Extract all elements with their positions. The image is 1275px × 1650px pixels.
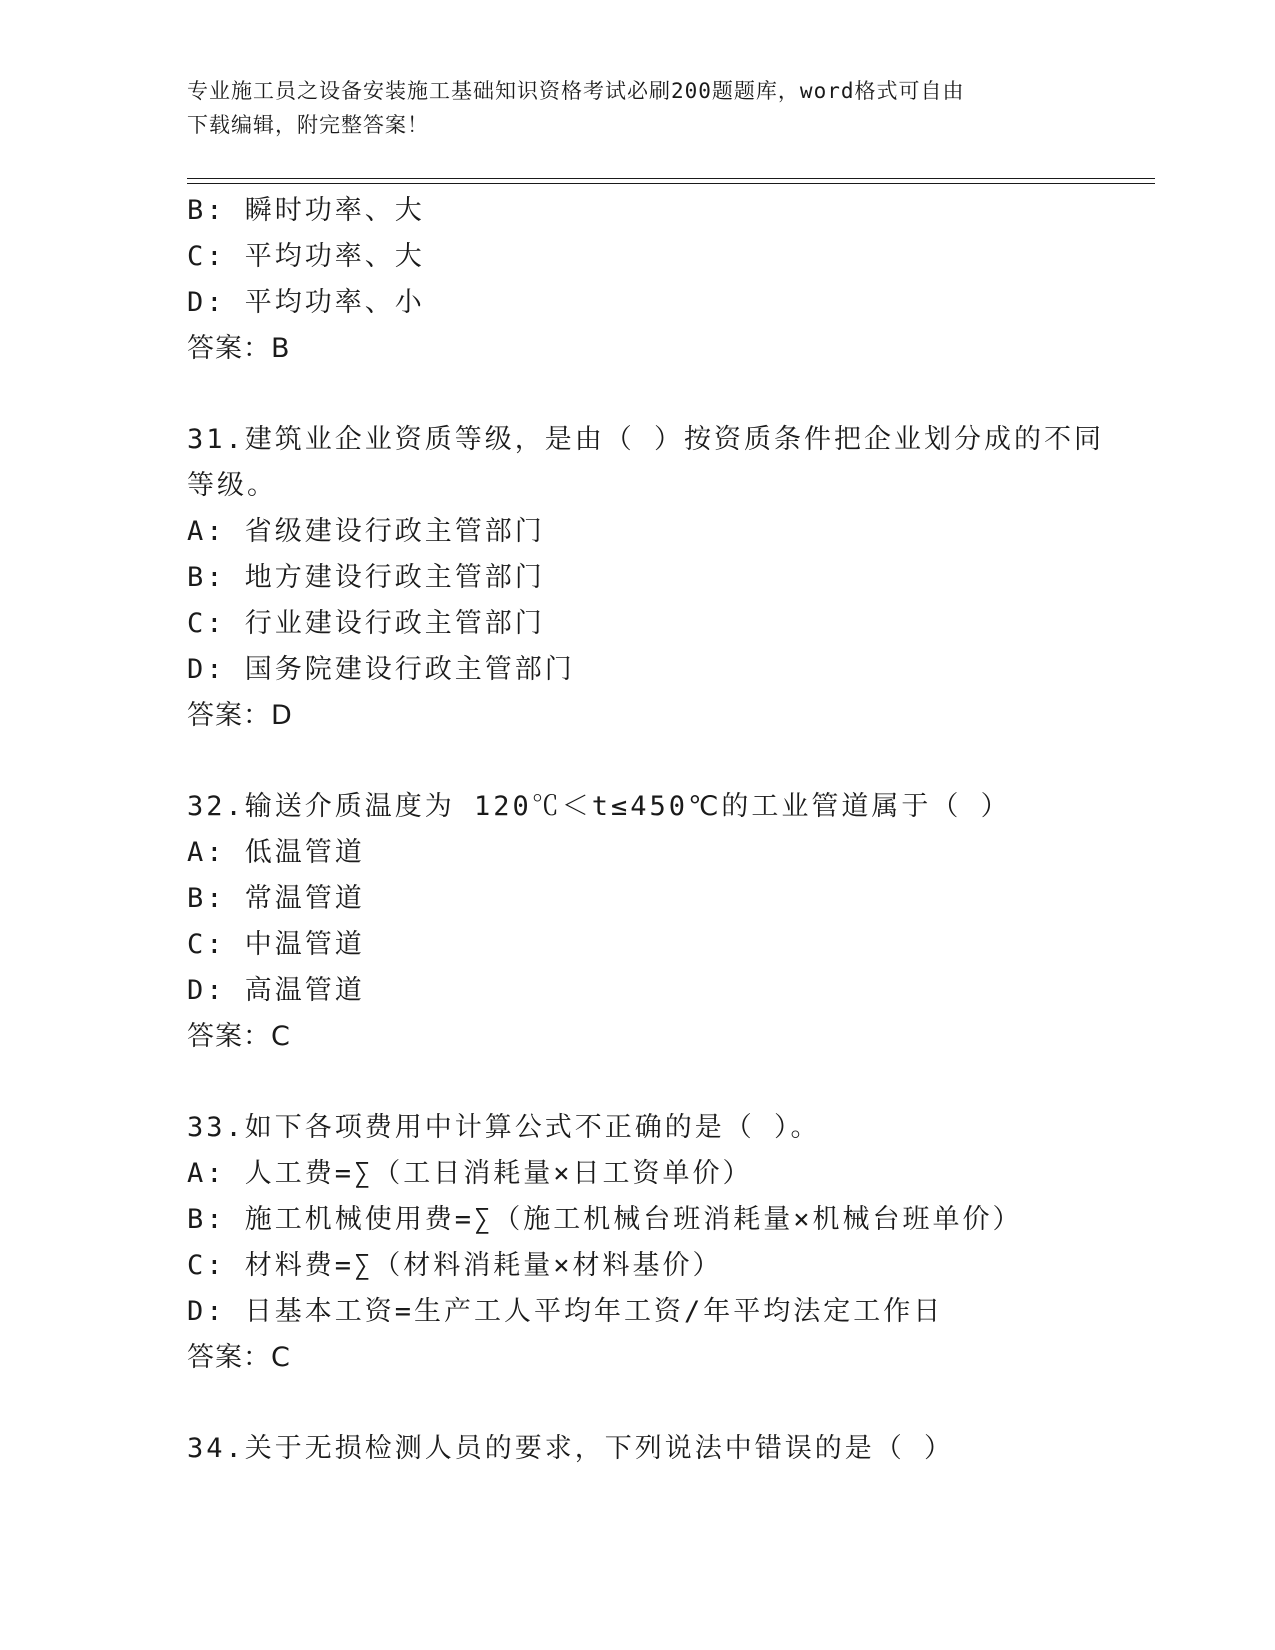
option-d: D: 高温管道 [187,975,365,1006]
answer-line: 答案：B [187,333,291,364]
option-a: A: 低温管道 [187,837,365,868]
answer-line: 答案：C [187,1342,291,1373]
document-header [187,74,1087,142]
question-stem: 33.如下各项费用中计算公式不正确的是（ ）。 [187,1112,821,1143]
question-stem: 32.输送介质温度为 120℃＜t≤450℃的工业管道属于（ ） [187,791,1011,822]
header-rule-top [187,178,1155,179]
option-a: A: 省级建设行政主管部门 [187,516,545,547]
question-33 [187,1105,1087,1381]
question-stem-continued: 等级。 [187,470,277,501]
spacer [187,372,1087,417]
question-30-continuation [187,188,1087,372]
header-rule-bottom [187,183,1155,184]
spacer [187,739,1087,784]
option-d: D: 国务院建设行政主管部门 [187,654,575,685]
answer-line: 答案：D [187,700,293,731]
option-b: B: 常温管道 [187,883,365,914]
spacer [187,1060,1087,1105]
header-line-2: 下载编辑，附完整答案！ [187,113,429,137]
option-d: D: 日基本工资=生产工人平均年工资/年平均法定工作日 [187,1296,944,1327]
option-b: B: 地方建设行政主管部门 [187,562,545,593]
header-line-1: 专业施工员之设备安装施工基础知识资格考试必刷200题题库，word格式可自由 [187,79,965,103]
option-c: C: 材料费=∑（材料消耗量×材料基价） [187,1250,723,1281]
option-c: C: 中温管道 [187,929,365,960]
option-c: C: 平均功率、大 [187,241,425,272]
document-body [187,188,1105,1472]
question-34 [187,1426,1087,1472]
question-stem: 34.关于无损检测人员的要求，下列说法中错误的是（ ） [187,1433,955,1464]
option-b: B: 施工机械使用费=∑（施工机械台班消耗量×机械台班单价） [187,1204,1023,1235]
question-32 [187,784,1087,1060]
option-c: C: 行业建设行政主管部门 [187,608,545,639]
question-31 [187,417,1105,739]
answer-line: 答案：C [187,1021,291,1052]
spacer [187,1381,1087,1426]
option-d: D: 平均功率、小 [187,287,425,318]
option-b: B: 瞬时功率、大 [187,195,425,226]
option-a: A: 人工费=∑（工日消耗量×日工资单价） [187,1158,753,1189]
question-stem: 31.建筑业企业资质等级，是由（ ）按资质条件把企业划分成的不同 [187,424,1105,455]
